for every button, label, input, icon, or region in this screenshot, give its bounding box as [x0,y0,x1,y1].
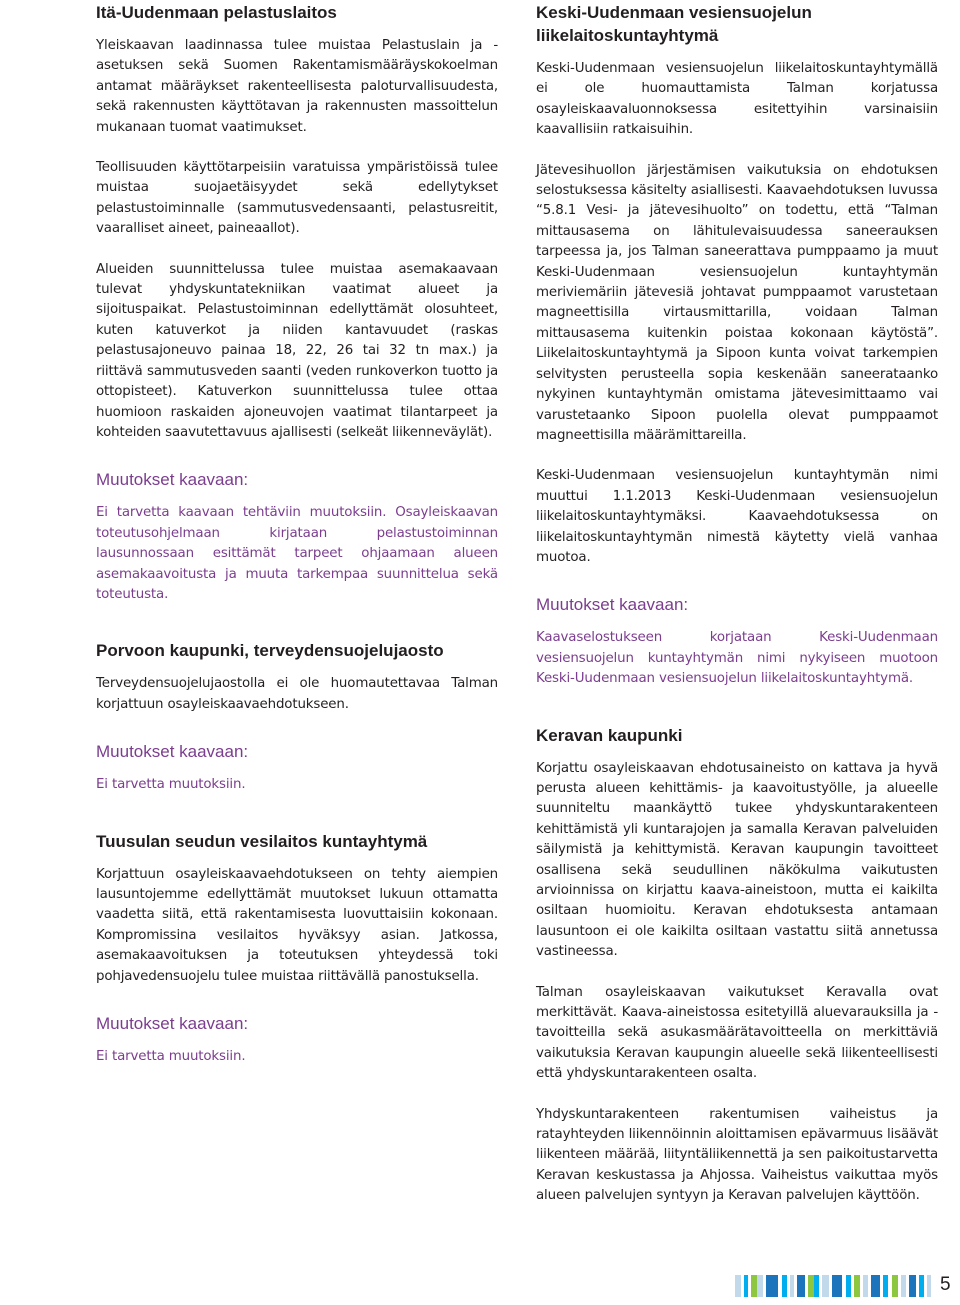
footer-decorative-bar [735,1275,931,1297]
paragraph: Korjattu osayleiskaavan ehdotusaineisto on kattava ja hyvä perusta alueen kehittämis- ja kaavoitustyölle, ja alueelle suunniteltu maankäyttö tukee yhdyskuntarakenteen kehittämistä yli kuntarajojen ja samalla Keravan palveluiden säilymistä ja kehittymistä. Keravan kaupungin tavoitteet osallisena sekä seudullinen näkökulma vaikutusten arvioinnissa on kirjattu kaava-aineistoon, mutta ei kaikilta osiltaan huomioitu. Keravan ehdotuksesta antamaan lausuntoon ei ole kaikilta osiltaan vastattu siitä annetussa vastineessa. [536,760,938,960]
paragraph: Yhdyskuntarakenteen rakentumisen vaiheistus ja ratayhteyden liikennöinnin aloittamisen epävarmuus lisäävät liikenteen määrää, liityntäliikennettä ja sen paikoitustarvetta Keravan keskustassa ja Ahjossa. Vaiheistus vaikuttaa myös alueen palvelujen syntyyn ja Keravan palvelujen käyttöön. [536,1106,938,1204]
paragraph: Terveydensuojelujaostolla ei ole huomautettavaa Talman korjattuun osayleiskaavaehdotukseen. [96,676,498,712]
changes-text: Kaavaselostukseen korjataan Keski-Uudenmaan vesiensuojelun kuntayhtymän nimi nykyiseen muotoon Keski-Uudenmaan vesiensuojelun liikelaitoskuntayhtymä. [536,630,938,687]
footer-stripe [871,1275,880,1297]
footer-stripe [822,1275,829,1297]
changes-heading: Muutokset kaavaan: [536,595,689,615]
footer-stripe [797,1275,805,1297]
paragraph: Alueiden suunnittelussa tulee muistaa asemakaavaan tulevat yhdyskuntatekniikan vaatimat alueet ja sijoituspaikat. Pelastustoiminnan edellyttämät olosuhteet, kuten katuverkot ja niiden kantavuudet (raskas pelastusajoneuvo painaa 18, 22, 26 tai 32 tn max.) ja riittävä sammutusveden saanti (veden runkoverkon tuotto ja ottopisteet). Katuverkon suunnittelussa tulee ottaa huomioon raskaiden ajoneuvojen vaatimat tilantarpeet ja kohteiden saavutettavuus ajallisesti (selkeät liikenneväylät). [96,261,498,440]
left-column [96,0,498,1067]
changes-heading: Muutokset kaavaan: [96,742,249,762]
footer-stripe [766,1275,778,1297]
paragraph: Yleiskaavan laadinnassa tulee muistaa Pelastuslain ja -asetuksen sekä Suomen Rakentamismääräyskokoelman antamat määräykset rakenteellisesta paloturvallisuudesta, sekä rakennusten käyttötavan ja rakennusten massoittelun mukanaan tuomat vaatimukset. [96,38,498,135]
paragraph: Jätevesihuollon järjestämisen vaikutuksia on ehdotuksen selostuksessa käsitelty asiallisesti. Kaavaehdotuksen luvussa “5.8.1 Vesi- ja jätevesihuolto” on todettu, että “Talman mittausasema on lähitulevaisuudessa saneerauksen tarpeessa ja, jos Talman saneerattava pumppaamo ja muut Keski-Uudenmaan vesiensuojelun kuntayhtymän meriviemäriin jätevesiä johtavat pumppaamot varustetaan magneettisilla virtausmittarilla, voidaan Talman mittausasema kuitenkin poistaa kokonaan käytöstä”. Liikelaitoskuntayhtymä ja Sipoon kunta voivat tarkempien selvitysten perusteella sopia keskenään saneerataanko nykyinen kuntayhtymän omistama jätevesimittaamo vai varustetaanko Sipoon puolella olevat pumppaamot magneettisilla määrämittareilla. [536,162,938,443]
changes-heading: Muutokset kaavaan: [96,1014,249,1033]
footer-stripe [927,1275,931,1297]
changes-heading: Muutokset kaavaan: [96,470,249,490]
footer-stripe [909,1275,916,1297]
changes-text: Ei tarvetta muutoksiin. [96,1049,246,1064]
paragraph: Korjattuun osayleiskaavaehdotukseen on tehty aiempien lausuntojemme edellyttämät muutokset lukuun ottamatta vaadetta siitä, että rakentamisesta luovuttaisiin kokonaan. Kompromissina vesilaitos hyväksyy asian. Jatkossa, asemakaavoituksen ja toteutuksen yhteydessä toki pohjavedensuojelu tulee muistaa riittävällä panostuksella. [96,866,498,984]
section-title-tuusulan-seudun-vesilaitos: Tuusulan seudun vesilaitos kuntayhtymä [96,831,428,851]
changes-text: Ei tarvetta muutoksiin. [96,777,246,793]
footer-stripe [832,1275,842,1297]
section-title-porvoon-kaupunki: Porvoon kaupunki, terveydensuojelujaosto [96,641,444,661]
paragraph: Teollisuuden käyttötarpeisiin varatuissa ympäristöissä tulee muistaa suojaetäisyydet sekä edellytykset pelastustoiminnalle (sammutusvedensaanti, pelastusreitit, vaaralliset aineet, paineaallot). [96,160,498,237]
changes-text: Ei tarvetta kaavaan tehtäviin muutoksiin. Osayleiskaavan toteutusohjelmaan kirjataan pelastustoiminnan lausunnossaan esittämät tarpeet ohjaamaan alueen asemakaavoitusta ja muuta tarkempaa suunnittelua sekä toteutusta. [96,505,498,602]
section-title-keravan-kaupunki: Keravan kaupunki [536,725,683,745]
page-number: 5 [940,1274,951,1295]
paragraph: Keski-Uudenmaan vesiensuojelun kuntayhtymän nimi muuttui 1.1.2013 Keski-Uudenmaan vesiensuojelun liikelaitoskuntayhtymäksi. Kaavaehdotuksessa on liikelaitoskuntayhtymän nimestä käytetty vielä vanhaa muotoa. [536,468,938,565]
paragraph: Talman osayleiskaavan vaikutukset Keravalla ovat merkittävät. Kaava-aineistossa esitetyillä aluevarauksilla ja -tavoitteilla sekä asukasmäärätavoitteella on merkittäviä vaikutuksia Keravan kaupungin alueelle sekä liikenteellisesti että yhdyskuntarakenteen osalta. [536,984,938,1082]
section-title-ita-uudenmaan-pelastuslaitos: Itä-Uudenmaan pelastuslaitos [96,3,337,22]
paragraph: Keski-Uudenmaan vesiensuojelun liikelaitoskuntayhtymällä ei ole huomauttamista Talman korjatussa osayleiskaavaluonnoksessa esitettyihin varsinaisiin kaavallisiin ratkaisuihin. [536,61,938,138]
section-title-keski-uudenmaan-vesiensuojelu: Keski-Uudenmaan vesiensuojelun liikelaitoskuntayhtymä [536,3,812,45]
right-column [536,0,938,1207]
